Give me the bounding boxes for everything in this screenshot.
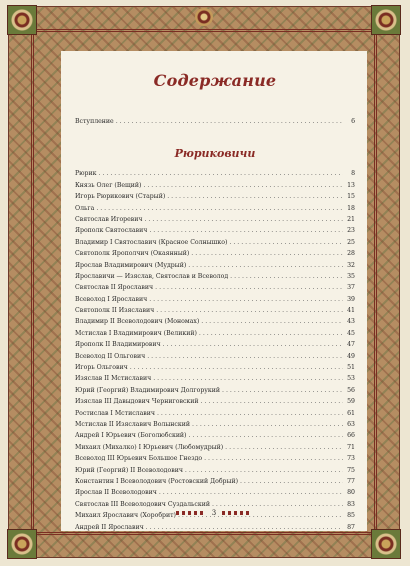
- toc-entry-page: 39: [347, 295, 355, 303]
- toc-entry-label: Игорь Ольгович: [75, 364, 128, 372]
- toc-entry-label: Святослав Игоревич: [75, 215, 143, 223]
- ornament-line: [222, 511, 252, 515]
- dot-leader: [204, 453, 343, 464]
- toc-entry-page: 66: [347, 432, 355, 440]
- dot-leader: [130, 362, 343, 373]
- toc-entry-row[interactable]: [75, 237, 355, 248]
- toc-entry-row[interactable]: [75, 373, 355, 384]
- corner-ornament: [371, 5, 401, 35]
- toc-entry-label: Юрий (Георгий) II Всеволодович: [75, 466, 183, 474]
- toc-entry-page: 37: [347, 284, 355, 292]
- toc-entry-label: Андрей II Ярославич: [75, 523, 144, 531]
- toc-entry-row[interactable]: [75, 248, 355, 259]
- toc-entry-row[interactable]: [75, 305, 355, 316]
- toc-entry-label: Мстислав I Владимирович (Великий): [75, 329, 197, 337]
- dot-leader: [201, 316, 343, 327]
- toc-entry-label: Ярополк Святославич: [75, 227, 148, 235]
- toc-entry-page: 61: [347, 409, 355, 417]
- toc-entry-row[interactable]: [75, 408, 355, 419]
- toc-entry-page: 53: [347, 375, 355, 383]
- toc-entry-label: Михаил Ярославич (Хоробрит): [75, 512, 176, 520]
- toc-entry-row[interactable]: [75, 294, 355, 305]
- dot-leader: [188, 260, 343, 271]
- toc-entry-row[interactable]: [75, 191, 355, 202]
- ornament-line: [176, 511, 206, 515]
- toc-entry-row[interactable]: [75, 430, 355, 441]
- page-number: 3: [211, 509, 217, 517]
- toc-entry-label: Всеволод I Ярославич: [75, 295, 148, 303]
- toc-entry-label: Ярослав Владимирович (Мудрый): [75, 261, 187, 269]
- dot-leader: [229, 237, 343, 248]
- toc-entry-label: Изяслав II Мстиславич: [75, 375, 152, 383]
- toc-entry-label: Ростислав I Мстиславич: [75, 409, 155, 417]
- top-medallion-ornament: [195, 8, 213, 26]
- toc-entry-label: Мстислав II Изяславич Волынский: [75, 420, 190, 428]
- toc-entry-row[interactable]: [75, 522, 355, 533]
- corner-ornament: [7, 529, 37, 559]
- toc-entry-label: Святополк II Изяславич: [75, 307, 155, 315]
- toc-entry-label: Изяслав III Давыдович Черниговский: [75, 398, 199, 406]
- toc-entry-row[interactable]: [75, 362, 355, 373]
- toc-entry-row[interactable]: [75, 487, 355, 498]
- toc-entry-row[interactable]: [75, 316, 355, 327]
- corner-ornament: [7, 5, 37, 35]
- toc-entry-page: 32: [347, 261, 355, 269]
- toc-entry-row[interactable]: [75, 168, 355, 179]
- toc-entry-row[interactable]: [75, 351, 355, 362]
- toc-entry-page: 41: [347, 307, 355, 315]
- toc-entry-page: 45: [347, 329, 355, 337]
- toc-entry-row[interactable]: [75, 465, 355, 476]
- toc-entry-label: Всеволод III Юрьевич Большое Гнездо: [75, 455, 203, 463]
- toc-entry-label: Святослав III Всеволодович Суздальский: [75, 500, 210, 508]
- toc-entry-page: 71: [347, 443, 355, 451]
- dot-leader: [149, 225, 343, 236]
- toc-entry-page: 25: [347, 238, 355, 246]
- toc-entry-page: 49: [347, 352, 355, 360]
- dot-leader: [99, 168, 343, 179]
- dot-leader: [96, 203, 343, 214]
- toc-entry-label: Ярополк II Владимирович: [75, 341, 161, 349]
- toc-entry-row[interactable]: [75, 339, 355, 350]
- dot-leader: [191, 248, 343, 259]
- toc-entry-page: 6: [351, 118, 355, 125]
- toc-entry-page: 51: [347, 364, 355, 372]
- toc-entry-label: Князь Олег (Вещий): [75, 181, 142, 189]
- toc-entry-label: Владимир I Святославич (Красное Солнышко): [75, 238, 228, 246]
- toc-entry-label: Андрей I Юрьевич (Боголюбский): [75, 432, 187, 440]
- toc-entry-page: 75: [347, 466, 355, 474]
- dot-leader: [225, 442, 343, 453]
- toc-entry-label: Ярославичи — Изяслав, Святослав и Всеволод: [75, 272, 229, 280]
- dot-leader: [222, 385, 343, 396]
- toc-entry-label: Святослав II Ярославич: [75, 284, 154, 292]
- dot-leader: [201, 396, 343, 407]
- toc-entry-row[interactable]: [75, 453, 355, 464]
- toc-entry-row[interactable]: [75, 271, 355, 282]
- toc-entry-label: Константин I Всеволодович (Ростовский Добрый): [75, 477, 238, 485]
- dot-leader: [149, 294, 343, 305]
- toc-entry-label: Ярослав II Всеволодович: [75, 489, 157, 497]
- toc-entry-row[interactable]: [75, 203, 355, 214]
- toc-entry-page: 47: [347, 341, 355, 349]
- toc-entry-row[interactable]: [75, 385, 355, 396]
- toc-entry-label: Игорь Рюрикович (Старый): [75, 193, 166, 201]
- dot-leader: [199, 328, 343, 339]
- dot-leader: [156, 305, 343, 316]
- dot-leader: [155, 282, 343, 293]
- toc-entry-label: Юрий (Георгий) Владимирович Долгорукий: [75, 386, 221, 394]
- toc-entry-row[interactable]: [75, 260, 355, 271]
- dot-leader: [116, 116, 343, 127]
- dot-leader: [153, 373, 343, 384]
- toc-entry-page: 8: [351, 170, 355, 178]
- dot-leader: [185, 465, 343, 476]
- dot-leader: [159, 487, 343, 498]
- toc-entry-page: 18: [347, 204, 355, 212]
- toc-entry-row[interactable]: [75, 225, 355, 236]
- toc-entry-row[interactable]: [75, 442, 355, 453]
- toc-entry-page: 15: [347, 193, 355, 201]
- toc-entry-row[interactable]: [75, 419, 355, 430]
- toc-entry-row[interactable]: [75, 396, 355, 407]
- toc-entry-label: Вступление: [75, 118, 114, 125]
- dot-leader: [146, 522, 343, 533]
- toc-entry-row[interactable]: [75, 180, 355, 191]
- toc-entry-row[interactable]: [75, 476, 355, 487]
- toc-entry-page: 63: [347, 420, 355, 428]
- section-heading: Рюриковичи: [174, 147, 256, 161]
- toc-entry-page: 83: [347, 500, 355, 508]
- dot-leader: [240, 476, 343, 487]
- dot-leader: [230, 271, 343, 282]
- toc-entry-page: 59: [347, 398, 355, 406]
- ornamental-border: [8, 6, 400, 558]
- dot-leader: [145, 214, 344, 225]
- toc-entry-page: 85: [347, 512, 355, 520]
- dot-leader: [157, 408, 343, 419]
- toc-entry-page: 35: [347, 272, 355, 280]
- dot-leader: [147, 351, 343, 362]
- toc-entry-page: 28: [347, 250, 355, 258]
- toc-entry-page: 43: [347, 318, 355, 326]
- toc-entry-page: 21: [347, 215, 355, 223]
- toc-entry-label: Святополк Ярополчич (Окаянный): [75, 250, 190, 258]
- toc-entry-label: Всеволод II Ольгович: [75, 352, 146, 360]
- dot-leader: [188, 430, 343, 441]
- dot-leader: [163, 339, 343, 350]
- corner-ornament: [371, 529, 401, 559]
- dot-leader: [143, 180, 343, 191]
- toc-entry-page: 73: [347, 455, 355, 463]
- toc-entry-row[interactable]: [75, 214, 355, 225]
- toc-entry-label: Владимир II Всеволодович (Мономах): [75, 318, 200, 326]
- toc-list: [75, 168, 355, 533]
- dot-leader: [192, 419, 343, 430]
- toc-entry-page: 87: [347, 523, 355, 531]
- toc-entry-label: Рюрик: [75, 170, 97, 178]
- toc-intro-row[interactable]: [75, 116, 355, 127]
- dot-leader: [167, 191, 343, 202]
- toc-entry-page: 80: [347, 489, 355, 497]
- toc-entry-row[interactable]: [75, 282, 355, 293]
- toc-entry-label: Ольга: [75, 204, 95, 212]
- toc-entry-page: 23: [347, 227, 355, 235]
- toc-entry-page: 56: [347, 386, 355, 394]
- contents-panel: [61, 51, 367, 531]
- page-title: Содержание: [153, 71, 277, 90]
- toc-entry-page: 13: [347, 181, 355, 189]
- footer-ornament: [61, 509, 367, 517]
- toc-entry-page: 77: [347, 477, 355, 485]
- toc-entry-label: Михаил (Михалко) I Юрьевич (Любомудрый): [75, 443, 224, 451]
- toc-entry-row[interactable]: [75, 328, 355, 339]
